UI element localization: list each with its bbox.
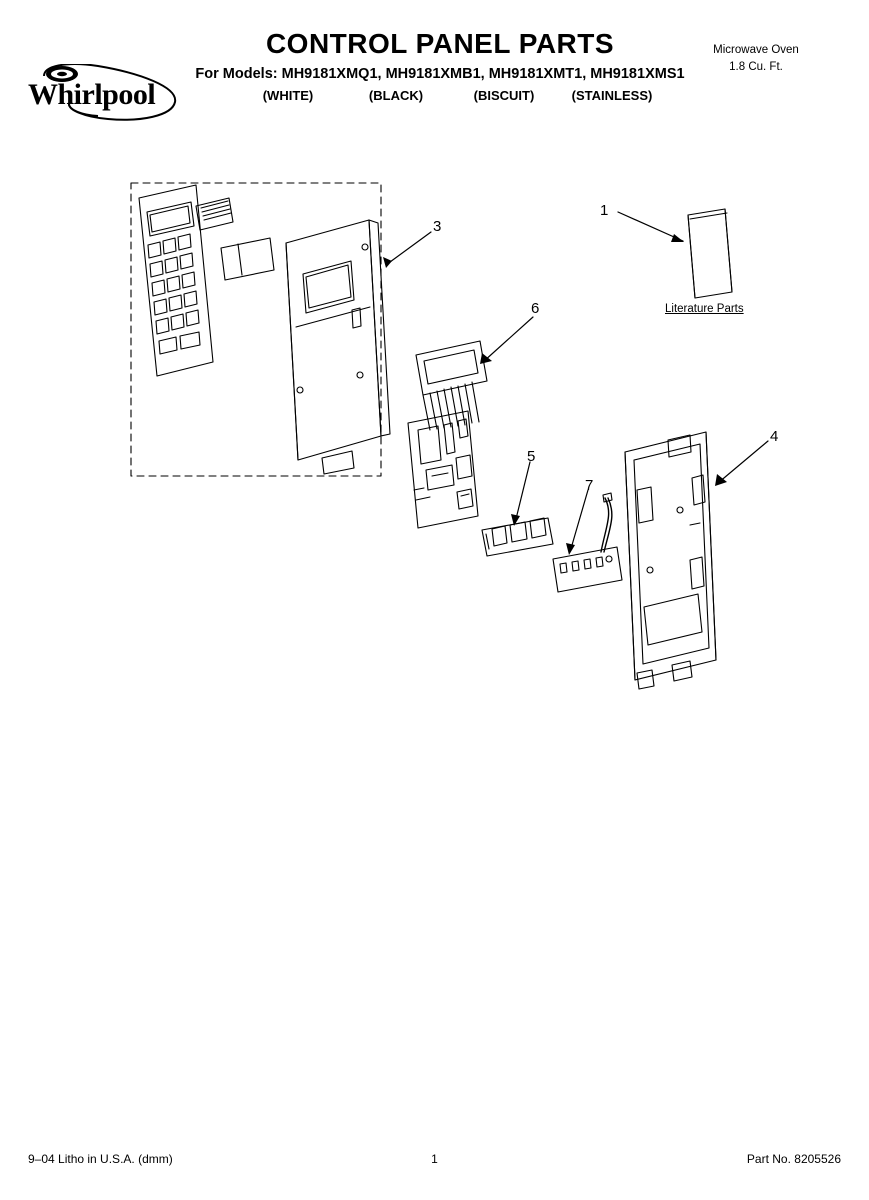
- callout-3: 3: [433, 218, 442, 235]
- control-board-pcb-part: [408, 411, 478, 528]
- mounting-bracket-part: [553, 493, 622, 592]
- callout-1: 1: [600, 202, 609, 219]
- callout-4: 4: [770, 428, 779, 445]
- literature-parts-caption: Literature Parts: [665, 303, 744, 315]
- callout-7: 7: [585, 477, 594, 494]
- models-line: For Models: MH9181XMQ1, MH9181XMB1, MH9181XMT1, MH9181XMS1: [195, 66, 685, 82]
- leader-7: [570, 490, 588, 552]
- title-block: [180, 20, 700, 103]
- colors-line: [180, 88, 700, 103]
- leader-4: [718, 441, 768, 483]
- color-option-stainless: (STAINLESS): [571, 88, 653, 103]
- leader-6: [483, 317, 533, 362]
- page-number: 1: [431, 1152, 438, 1166]
- literature-parts-booklet: [688, 209, 732, 298]
- leader-5: [515, 462, 530, 523]
- color-option-biscuit: (BISCUIT): [473, 88, 535, 103]
- exploded-parts-diagram: [0, 140, 869, 720]
- product-type: Microwave Oven: [713, 44, 799, 56]
- control-box-chassis-part: [625, 432, 716, 689]
- page-title: CONTROL PANEL PARTS: [265, 28, 615, 59]
- page-footer: [0, 1152, 869, 1172]
- color-option-white: (WHITE): [262, 88, 314, 103]
- whirlpool-wordmark: Whirlpool: [28, 78, 156, 111]
- page-header: [0, 20, 869, 140]
- leader-3: [390, 232, 431, 262]
- print-info: 9–04 Litho in U.S.A. (dmm): [28, 1152, 173, 1166]
- display-board-part: [416, 341, 487, 430]
- callout-5: 5: [527, 448, 536, 465]
- control-panel-housing-part: [286, 220, 390, 474]
- product-capacity: 1.8 Cu. Ft.: [729, 60, 783, 73]
- product-info: [671, 42, 841, 75]
- membrane-keypad-part: [139, 185, 274, 376]
- leader-lines: [383, 212, 768, 555]
- switch-board-part: [482, 518, 553, 556]
- color-option-black: (BLACK): [368, 88, 424, 103]
- whirlpool-logo: [28, 48, 193, 128]
- callout-6: 6: [531, 300, 540, 317]
- part-number: Part No. 8205526: [746, 1152, 841, 1166]
